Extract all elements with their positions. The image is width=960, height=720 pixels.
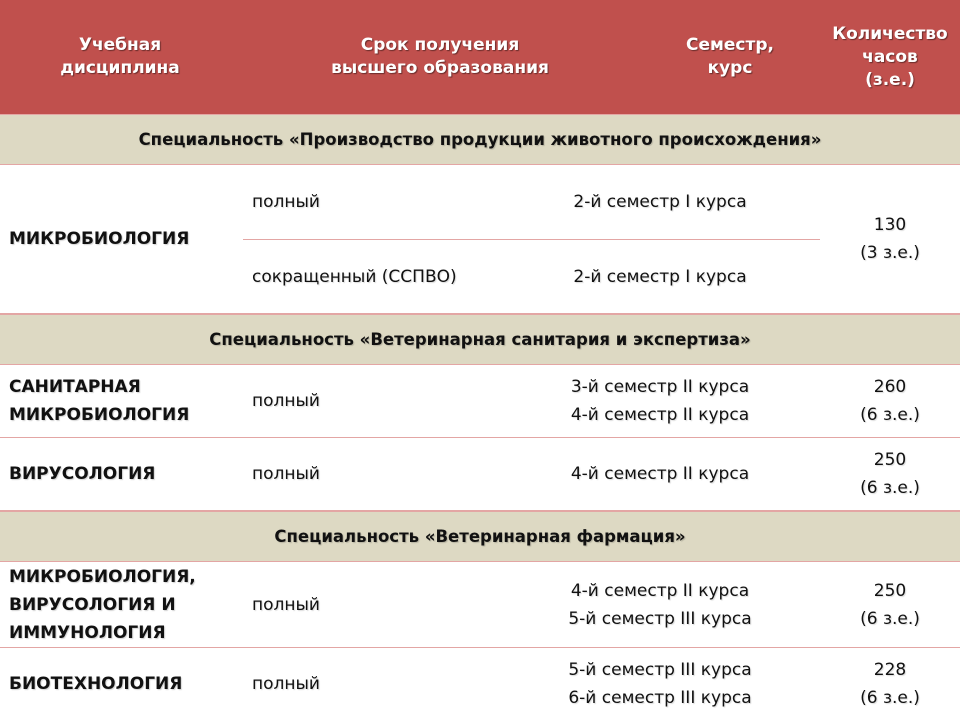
discipline-name: ВИРУСОЛОГИЯ (9, 464, 156, 484)
table-header (0, 0, 960, 114)
semester: 2-й семестр I курса (573, 267, 747, 287)
section-title: Специальность «Ветеринарная санитария и экспертиза» (0, 314, 960, 365)
semester: 2-й семестр I курса (573, 192, 747, 212)
hours: 130 (3 з.е.) (860, 215, 920, 263)
hours: 260 (6 з.е.) (860, 377, 920, 425)
table-row (0, 438, 960, 511)
table-row (0, 165, 960, 314)
semester: 4-й семестр II курса (570, 464, 750, 484)
table-row (0, 648, 960, 720)
table-row (0, 562, 960, 648)
header-hours: Количество часов (з.е.) (832, 23, 948, 90)
discipline-name: САНИТАРНАЯ МИКРОБИОЛОГИЯ (9, 377, 190, 425)
study-term: полный (252, 674, 320, 694)
section-title: Специальность «Производство продукции животного происхождения» (0, 114, 960, 165)
section-title: Специальность «Ветеринарная фармация» (0, 511, 960, 562)
header-term: Срок получения высшего образования (331, 35, 549, 78)
discipline-name: МИКРОБИОЛОГИЯ (9, 229, 190, 249)
study-term: полный (252, 192, 320, 212)
semester: 4-й семестр II курса 5-й семестр III курса (568, 580, 752, 629)
table-row (0, 365, 960, 438)
semester: 5-й семестр III курса 6-й семестр III курса (568, 660, 752, 708)
discipline-name: МИКРОБИОЛОГИЯ, ВИРУСОЛОГИЯ И ИММУНОЛОГИЯ (9, 566, 196, 643)
hours: 250 (6 з.е.) (860, 580, 920, 629)
study-term: сокращенный (ССПВО) (252, 267, 457, 287)
study-term: полный (252, 391, 320, 411)
hours: 228 (6 з.е.) (860, 660, 920, 708)
header-semester: Семестр, курс (686, 35, 774, 78)
hours: 250 (6 з.е.) (860, 450, 920, 498)
header-discipline: Учебная дисциплина (60, 35, 180, 78)
semester: 3-й семестр II курса 4-й семестр II курса (570, 377, 750, 425)
discipline-name: БИОТЕХНОЛОГИЯ (9, 674, 183, 694)
study-term: полный (252, 594, 320, 615)
study-term: полный (252, 464, 320, 484)
